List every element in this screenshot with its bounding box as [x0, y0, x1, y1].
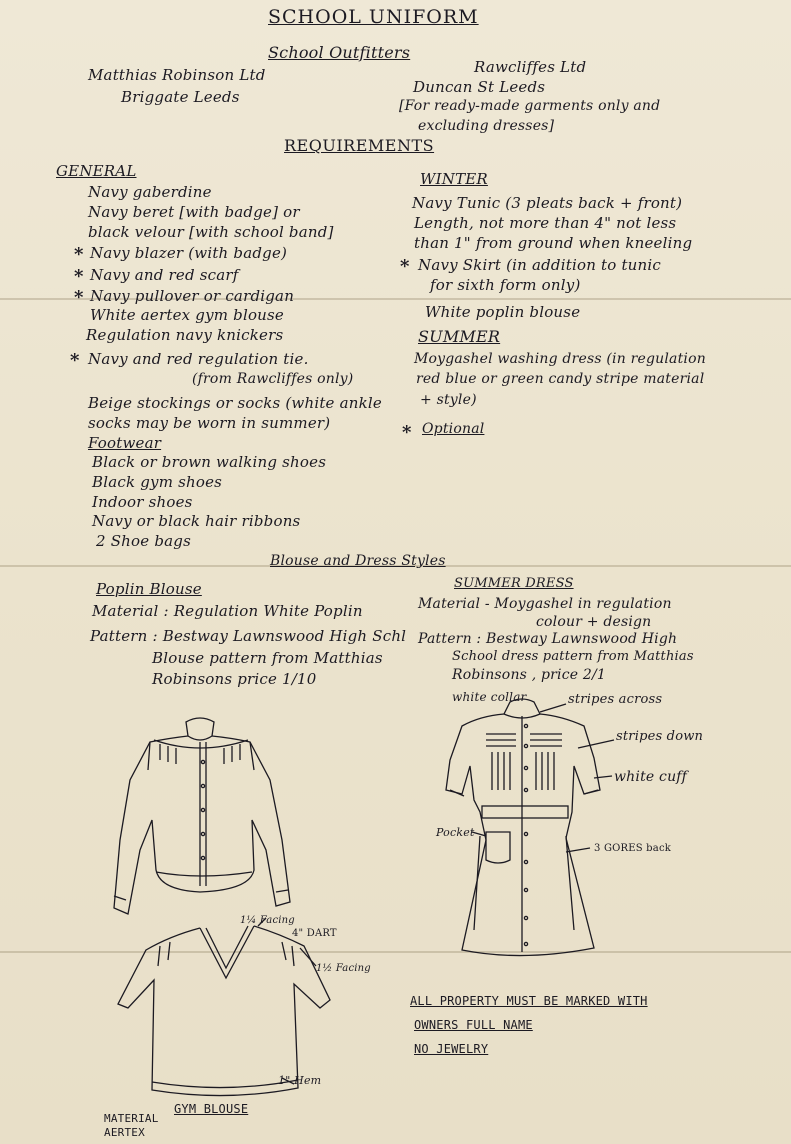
outfitter-2-note: excluding dresses] [418, 118, 555, 134]
asterisk-icon: * [400, 256, 410, 277]
styles-heading: Blouse and Dress Styles [270, 553, 446, 569]
general-item: Navy blazer (with badge) [90, 244, 288, 262]
outfitter-2-address: Duncan St Leeds [413, 78, 546, 96]
general-item: Black or brown walking shoes [92, 453, 327, 471]
general-item: Black gym shoes [92, 473, 223, 491]
summer-heading: SUMMER [418, 327, 501, 346]
general-item: Navy beret [with badge] or [88, 203, 300, 221]
label-facing: 1¼ Facing [240, 915, 295, 926]
summer-item: + style) [420, 392, 477, 408]
asterisk-icon: * [402, 422, 412, 443]
winter-item: Length, not more than 4" not less [414, 214, 677, 232]
summer-item: red blue or green candy stripe material [416, 371, 705, 387]
summer-item: Moygashel washing dress (in regulation [414, 351, 706, 367]
winter-heading: WINTER [420, 170, 488, 188]
requirements-heading: REQUIREMENTS [284, 136, 435, 155]
general-item: Navy gaberdine [88, 183, 212, 201]
footwear-heading: Footwear [88, 434, 162, 452]
dress-line: School dress pattern from Matthias [452, 649, 694, 664]
poplin-line: Pattern : Bestway Lawnswood High Schl [90, 627, 407, 645]
notice-line: OWNERS FULL NAME [414, 1018, 533, 1032]
outfitter-2-name: Rawcliffes Ltd [474, 58, 587, 76]
general-item: 2 Shoe bags [96, 532, 191, 550]
dress-line: colour + design [536, 614, 652, 630]
label-facing: 1½ Facing [316, 963, 371, 974]
dress-line: Robinsons , price 2/1 [452, 667, 607, 683]
general-heading: GENERAL [56, 162, 137, 180]
outfitter-1-name: Matthias Robinson Ltd [88, 66, 266, 84]
winter-item: Navy Tunic (3 pleats back + front) [412, 194, 683, 212]
asterisk-icon: * [74, 266, 84, 287]
dress-line: Material - Moygashel in regulation [418, 596, 672, 612]
general-item: socks may be worn in summer) [88, 414, 331, 432]
general-item: Navy and red scarf [90, 266, 239, 284]
winter-item: White poplin blouse [425, 303, 581, 321]
general-item: (from Rawcliffes only) [192, 371, 354, 387]
outfitters-heading: School Outfitters [268, 43, 411, 62]
winter-item: for sixth form only) [430, 276, 581, 294]
poplin-line: Material : Regulation White Poplin [92, 602, 363, 620]
general-item: Beige stockings or socks (white ankle [88, 394, 382, 412]
label-white-cuff: white cuff [614, 769, 688, 785]
general-item: Indoor shoes [92, 493, 193, 511]
asterisk-icon: * [74, 244, 84, 265]
label-stripes-across: stripes across [568, 692, 663, 707]
general-item: White aertex gym blouse [90, 306, 285, 324]
winter-item: than 1" from ground when kneeling [414, 234, 693, 252]
notice-line: NO JEWELRY [414, 1042, 489, 1056]
label-pocket: Pocket [436, 826, 475, 839]
asterisk-icon: * [70, 350, 80, 371]
label-aertex: AERTEX [104, 1126, 145, 1139]
page-title: SCHOOL UNIFORM [268, 6, 479, 28]
dress-line: Pattern : Bestway Lawnswood High [418, 631, 678, 647]
label-stripes-down: stripes down [616, 729, 704, 744]
poplin-line: Blouse pattern from Matthias [152, 649, 383, 667]
general-item: Regulation navy knickers [86, 326, 284, 344]
outfitter-2-note: [For ready-made garments only and [399, 98, 661, 114]
poplin-line: Robinsons price 1/10 [152, 670, 317, 688]
asterisk-icon: * [74, 287, 84, 308]
label-hem: 1" Hem [278, 1074, 322, 1087]
label-white-collar: white collar [452, 690, 527, 704]
optional-note: Optional [422, 421, 485, 437]
general-item: Navy or black hair ribbons [92, 512, 301, 530]
winter-item: Navy Skirt (in addition to tunic [418, 256, 661, 274]
label-dart: 4" DART [292, 928, 337, 939]
label-gores-back: 3 GORES back [594, 843, 672, 854]
dress-heading: SUMMER DRESS [454, 576, 574, 591]
general-item: Navy pullover or cardigan [90, 287, 295, 305]
label-material: MATERIAL [104, 1112, 159, 1125]
general-item: black velour [with school band] [88, 223, 334, 241]
outfitter-1-address: Briggate Leeds [121, 88, 240, 106]
general-item: Navy and red regulation tie. [88, 350, 309, 368]
notice-line: ALL PROPERTY MUST BE MARKED WITH [410, 994, 648, 1008]
gym-blouse-caption: GYM BLOUSE [174, 1102, 249, 1116]
poplin-heading: Poplin Blouse [96, 580, 202, 598]
